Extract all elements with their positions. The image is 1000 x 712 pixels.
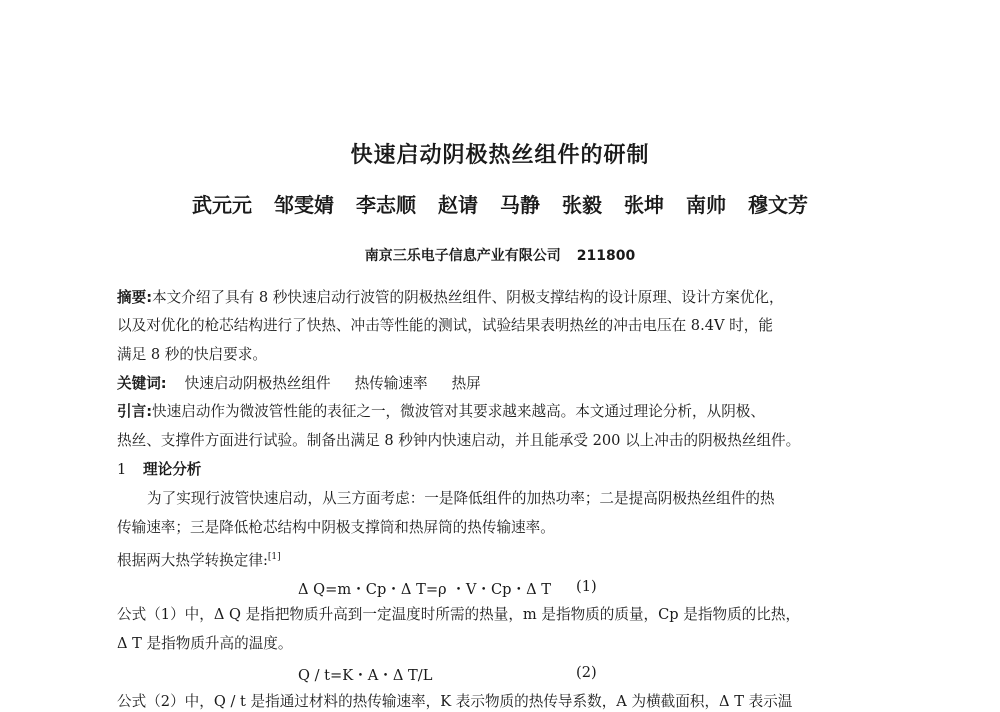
law-intro-line (117, 547, 857, 571)
author-name: 武元元 (192, 193, 252, 217)
eq1-desc-line-2: Δ T 是指物质升高的温度。 (117, 635, 293, 652)
keyword: 热屏 (451, 375, 481, 392)
eq2-desc-line-1: 公式（2）中，Q / t 是指通过材料的热传输速率，K 表示物质的热传导系数，A 为横截面积，Δ T 表示温 (117, 693, 793, 710)
intro-text: 快速启动作为微波管性能的表征之一，微波管对其要求越来越高。本文通过理论分析，从阴极、 (152, 403, 765, 420)
equation-1-number: (1) (576, 578, 597, 595)
intro-line-2: 热丝、支撑件方面进行试验。制备出满足 8 秒钟内快速启动，并且能承受 200 以上冲击的阴极热丝组件。 (117, 432, 801, 449)
affiliation-zip: 211800 (576, 248, 636, 264)
section-para-line-2: 传输速率；三是降低枪芯结构中阴极支撑筒和热屏筒的热传输速率。 (117, 519, 555, 536)
abstract-line-1 (117, 288, 857, 308)
keywords-label: 关键词: (117, 375, 167, 392)
abstract-line-2: 以及对优化的枪芯结构进行了快热、冲击等性能的测试，试验结果表明热丝的冲击电压在 8.4V 时，能 (117, 317, 773, 334)
keywords-line (117, 374, 857, 394)
affiliation-org: 南京三乐电子信息产业有限公司 (364, 248, 561, 264)
affiliation (0, 245, 1000, 265)
equation-2: Q / t=K・A・Δ T/L (298, 667, 433, 684)
author-name: 李志顺 (356, 193, 416, 217)
section-para-line-1: 为了实现行波管快速启动，从三方面考虑：一是降低组件的加热功率；二是提高阴极热丝组件的热 (147, 490, 775, 507)
law-intro-text: 根据两大热学转换定律: (117, 552, 268, 569)
author-name: 张毅 (562, 193, 602, 217)
section-heading (117, 460, 857, 480)
author-name: 南帅 (686, 193, 726, 217)
eq1-desc-line-1: 公式（1）中，Δ Q 是指把物质升高到一定温度时所需的热量，m 是指物质的质量，Cp 是指物质的比热， (117, 606, 801, 623)
keyword: 热传输速率 (354, 375, 428, 392)
equation-2-number: (2) (576, 664, 597, 681)
intro-label: 引言: (117, 403, 153, 420)
abstract-label: 摘要: (117, 289, 153, 306)
author-name: 张坤 (624, 193, 664, 217)
author-name: 邹雯婧 (274, 193, 334, 217)
author-list (120, 189, 880, 218)
author-name: 马静 (500, 193, 540, 217)
equation-1: Δ Q=m・Cp・Δ T=ρ ・V・Cp・Δ T (298, 581, 552, 598)
section-number: 1 (117, 461, 127, 478)
author-name: 赵请 (438, 193, 478, 217)
section-title: 理论分析 (143, 461, 202, 478)
author-name: 穆文芳 (748, 193, 808, 217)
abstract-text: 本文介绍了具有 8 秒快速启动行波管的阴极热丝组件、阴极支撑结构的设计原理、设计方案优化， (152, 289, 784, 306)
citation-ref: [1] (267, 552, 281, 562)
paper-title: 快速启动阴极热丝组件的研制 (350, 143, 650, 168)
keyword: 快速启动阴极热丝组件 (184, 375, 331, 392)
abstract-line-3: 满足 8 秒的快启要求。 (117, 346, 267, 363)
intro-line-1 (117, 402, 857, 422)
